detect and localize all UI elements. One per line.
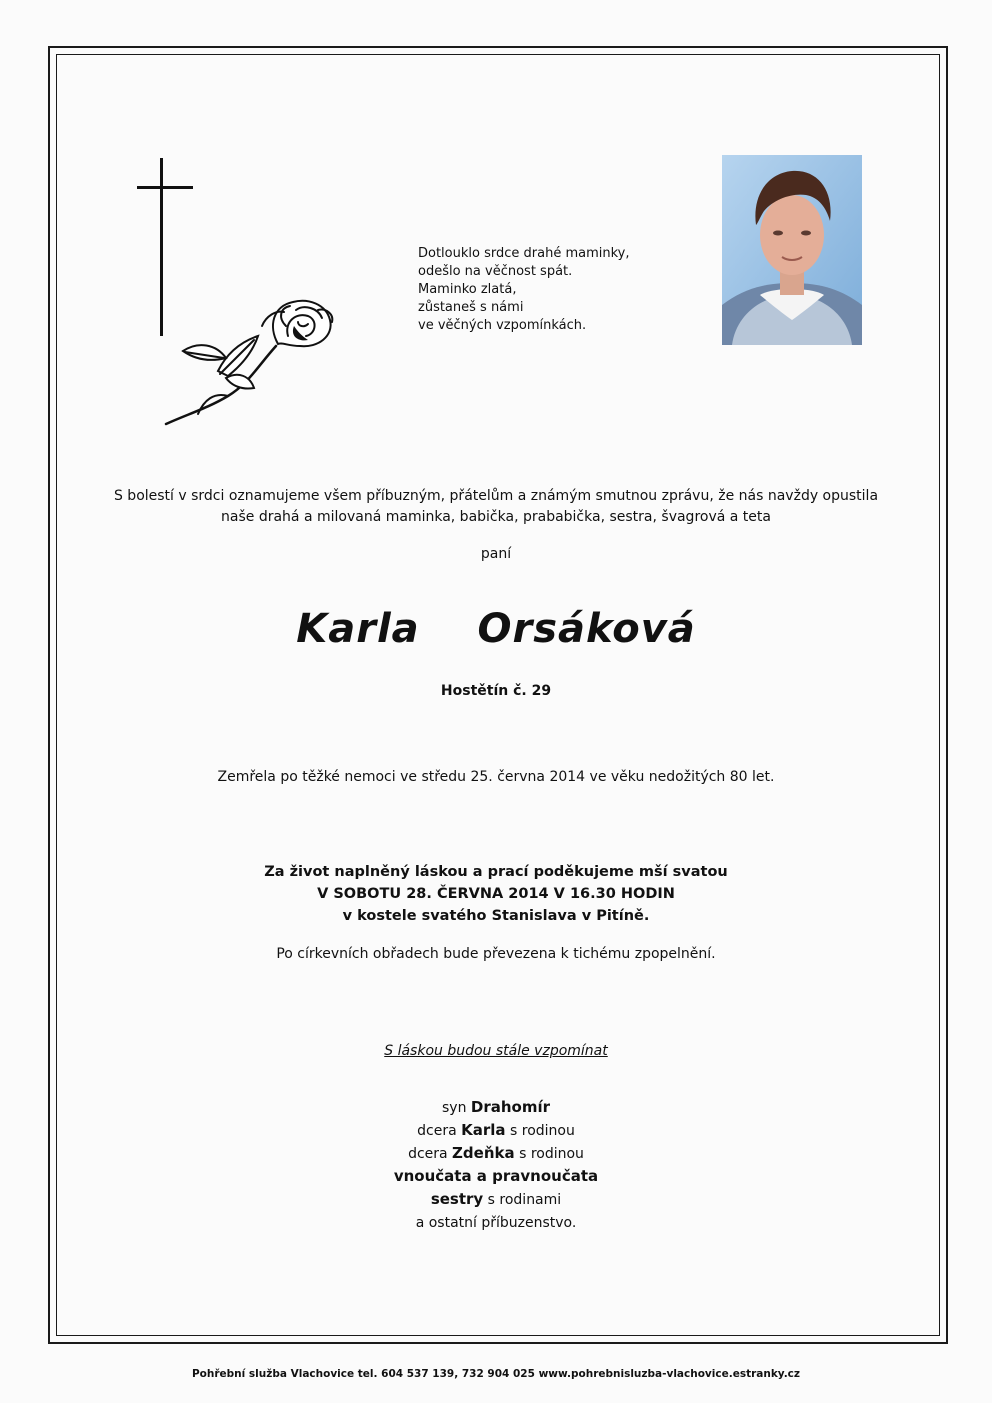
announcement-line: naše drahá a milovaná maminka, babička, prababička, sestra, švagrová a teta <box>221 509 771 525</box>
thanks-line: V SOBOTU 28. ČERVNA 2014 V 16.30 HODIN <box>317 886 675 902</box>
poem-line: odešlo na věčnost spát. <box>418 264 573 279</box>
poem-line: Maminko zlatá, <box>418 282 517 297</box>
poem-line: Dotlouklo srdce drahé maminky, <box>418 246 630 261</box>
ceremony-notice: Po církevních obřadech bude převezena k tichému zpopelnění. <box>276 946 716 962</box>
poem-line: zůstaneš s námi <box>418 300 524 315</box>
thanks-line: Za život naplněný láskou a prací poděkujeme mší svatou <box>264 864 728 880</box>
mourner-row: syn Drahomír <box>441 1098 551 1116</box>
deceased-name: Karla Orsáková <box>296 606 696 652</box>
memory-heading: S láskou budou stále vzpomínat <box>384 1043 608 1059</box>
mourners-list <box>60 1096 932 1234</box>
portrait-photo <box>722 155 862 345</box>
poem <box>418 245 658 335</box>
mourner-row: a ostatní příbuzenstvo. <box>415 1215 577 1231</box>
footer-contact: Pohřební služba Vlachovice tel. 604 537 139, 732 904 025 www.pohrebnisluzba-vlachovice.estranky.cz <box>191 1368 801 1380</box>
mourner-row: sestry s rodinami <box>430 1190 562 1208</box>
thanks-line: v kostele svatého Stanislava v Pitíně. <box>342 908 650 924</box>
mourner-row: vnoučata a pravnoučata <box>393 1167 599 1185</box>
death-notice: Zemřela po těžké nemoci ve středu 25. června 2014 ve věku nedožitých 80 let. <box>217 769 775 785</box>
rose-icon <box>158 296 343 436</box>
funeral-mass-notice <box>60 861 932 927</box>
poem-line: ve věčných vzpomínkách. <box>418 318 587 333</box>
title-prefix: paní <box>480 546 512 562</box>
deceased-address: Hostětín č. 29 <box>440 683 552 699</box>
mourner-row: dcera Zdeňka s rodinou <box>408 1144 584 1162</box>
announcement-line: S bolestí v srdci oznamujeme všem příbuzným, přátelům a známým smutnou zprávu, že nás navždy opustila <box>113 488 879 504</box>
announcement <box>60 486 932 528</box>
mourner-row: dcera Karla s rodinou <box>417 1121 575 1139</box>
